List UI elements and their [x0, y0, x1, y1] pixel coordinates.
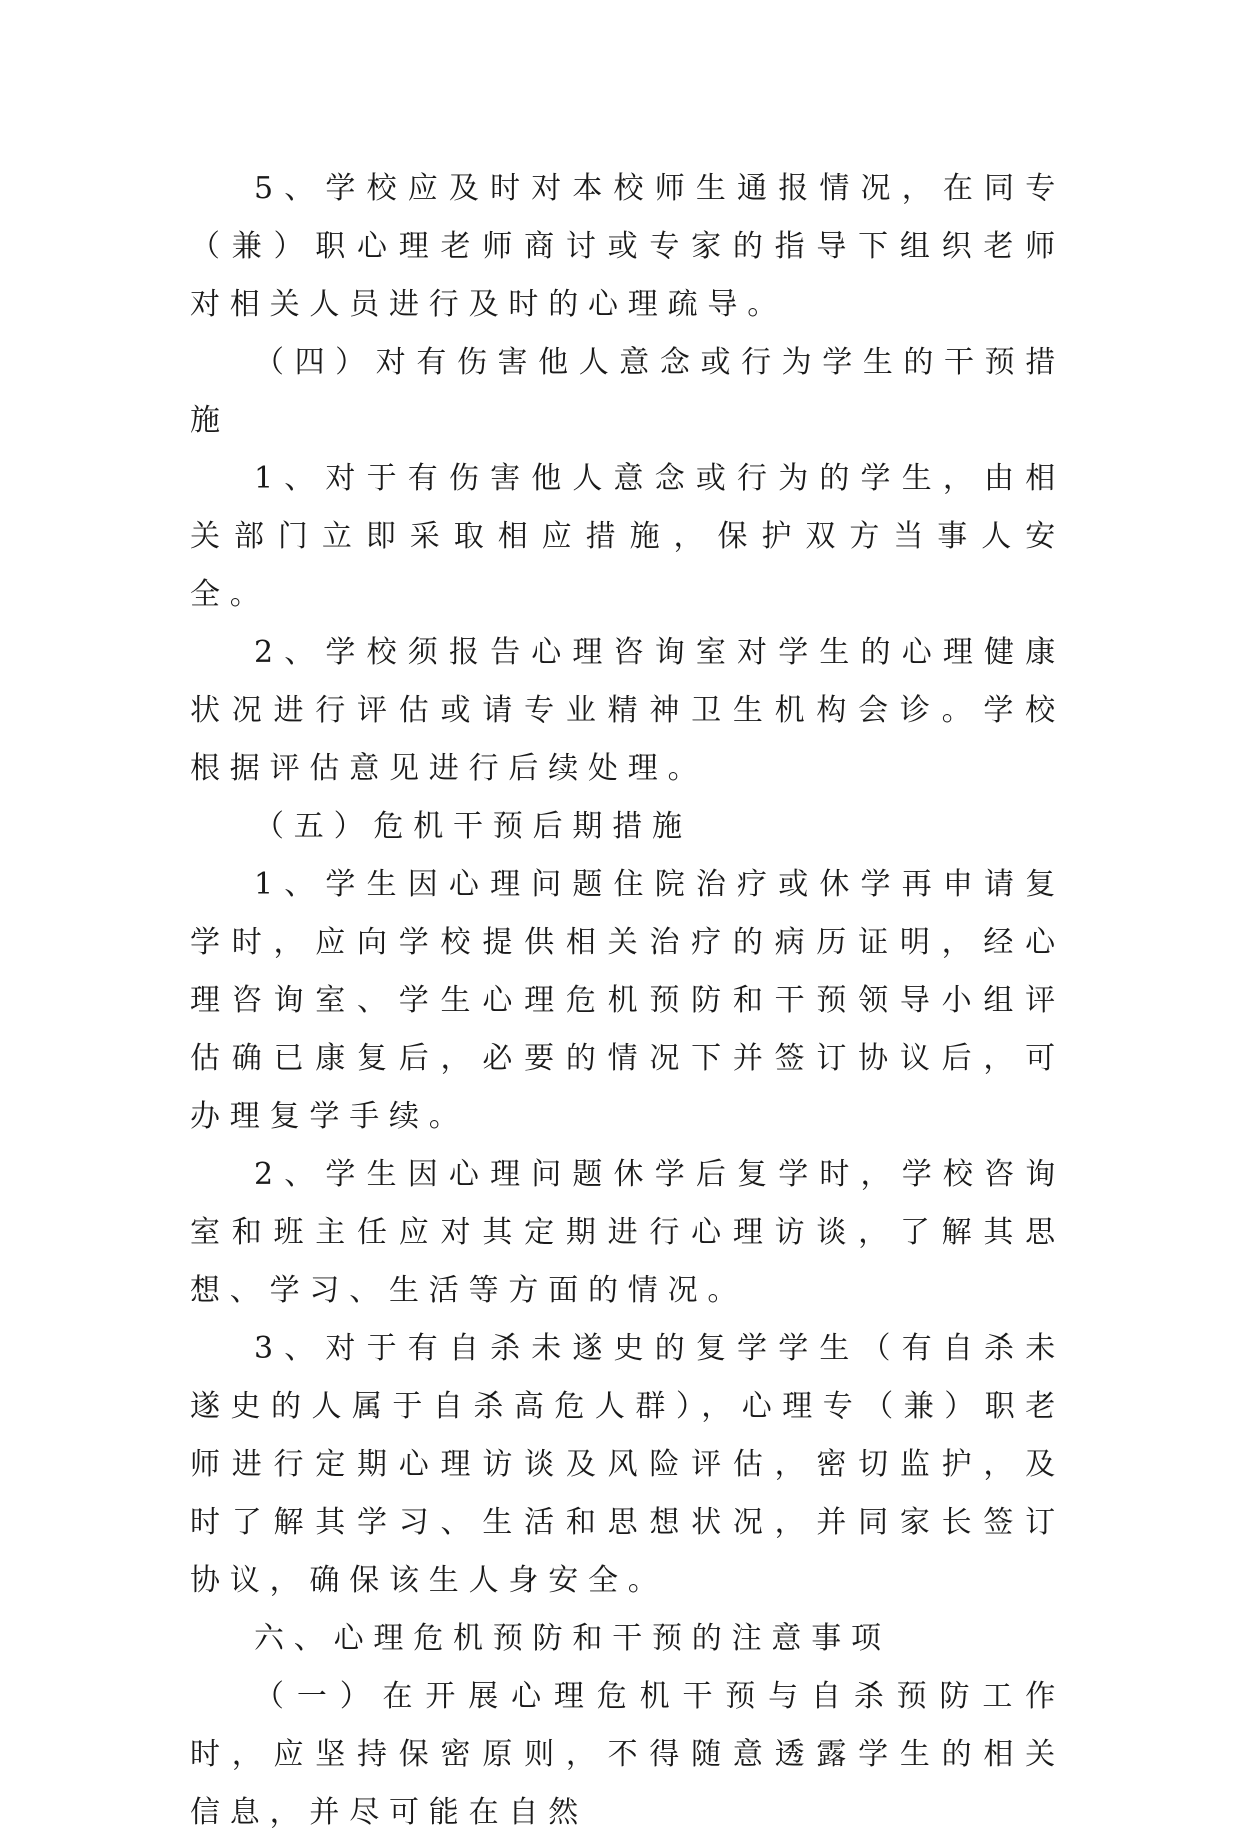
- paragraph-5-counseling: 5、学校应及时对本校师生通报情况，在同专（兼）职心理老师商讨或专家的指导下组织老师对相关人员进行及时的心理疏导。: [190, 171, 1065, 322]
- paragraph-notes-1: （一）在开展心理危机干预与自杀预防工作时，应坚持保密原则，不得随意透露学生的相关信息，并尽可能在自然: [190, 1679, 1065, 1830]
- paragraph-harm-1: 1、对于有伤害他人意念或行为的学生，由相关部门立即采取相应措施，保护双方当事人安全。: [190, 461, 1065, 612]
- paragraph-followup-2: 2、学生因心理问题休学后复学时，学校咨询室和班主任应对其定期进行心理访谈，了解其思想、学习、生活等方面的情况。: [190, 1157, 1065, 1308]
- paragraph-harm-2: 2、学校须报告心理咨询室对学生的心理健康状况进行评估或请专业精神卫生机构会诊。学校根据评估意见进行后续处理。: [190, 635, 1065, 786]
- paragraph-followup-1: 1、学生因心理问题住院治疗或休学再申请复学时，应向学校提供相关治疗的病历证明，经心理咨询室、学生心理危机预防和干预领导小组评估确已康复后，必要的情况下并签订协议后，可办理复学手续。: [190, 867, 1065, 1134]
- section-heading-5: （五）危机干预后期措施: [254, 809, 692, 844]
- paragraph-followup-3: 3、对于有自杀未遂史的复学学生（有自杀未遂史的人属于自杀高危人群），心理专（兼）职老师进行定期心理访谈及风险评估，密切监护，及时了解其学习、生活和思想状况，并同家长签订协议，确保该生人身安全。: [190, 1331, 1065, 1598]
- section-heading-4: （四）对有伤害他人意念或行为学生的干预措施: [190, 345, 1065, 438]
- section-heading-six: 六、心理危机预防和干预的注意事项: [254, 1621, 891, 1656]
- document-body: [190, 160, 1065, 1842]
